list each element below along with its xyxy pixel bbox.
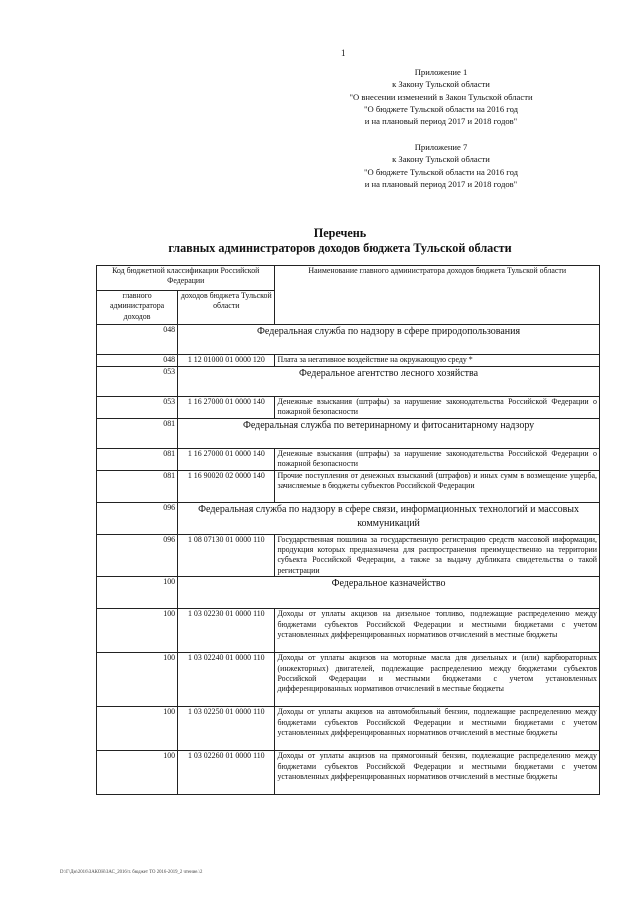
income-row — [97, 534, 600, 577]
admin-code-cell: 053 — [97, 367, 178, 397]
annex-7-line: "О бюджете Тульской области на 2016 год — [364, 166, 518, 177]
income-code-cell: 1 03 02260 01 0000 110 — [178, 751, 275, 795]
admin-code-cell: 100 — [97, 751, 178, 795]
income-row — [97, 470, 600, 502]
admin-code-cell: 048 — [97, 355, 178, 367]
income-code-cell: 1 03 02230 01 0000 110 — [178, 609, 275, 653]
administrators-table — [96, 265, 600, 795]
income-row — [97, 751, 600, 795]
income-code-cell: 1 16 27000 01 0000 140 — [178, 448, 275, 470]
income-row — [97, 707, 600, 751]
income-name-cell: Доходы от уплаты акцизов на автомобильный бензин, подлежащие распределению между бюджетами субъектов Российской Федерации и местными бюджетами с учетом установленных дифференцированных нормативов отчислений в местные бюджеты — [275, 707, 600, 751]
admin-code-cell: 048 — [97, 325, 178, 355]
income-name-cell: Государственная пошлина за государственную регистрацию средств массовой информации, продукция которых предназначена для распространения преимущественно на территории субъекта Российской Федерации, а также за выдачу дубликата свидетельства о такой регистрации — [275, 534, 600, 577]
header-name-col: Наименование главного администратора доходов бюджета Тульской области — [275, 266, 600, 325]
agency-name-cell: Федеральная служба по надзору в сфере связи, информационных технологий и массовых коммуникаций — [178, 502, 600, 534]
annex-7-line: и на плановый период 2017 и 2018 годов" — [364, 178, 518, 189]
income-row — [97, 448, 600, 470]
income-name-cell: Денежные взыскания (штрафы) за нарушение законодательства Российской Федерации о пожарной безопасности — [275, 397, 600, 419]
admin-code-cell: 096 — [97, 502, 178, 534]
annex-1-line: и на плановый период 2017 и 2018 годов" — [364, 116, 518, 127]
annex-7-block — [346, 141, 536, 190]
admin-code-cell: 100 — [97, 609, 178, 653]
admin-code-cell: 096 — [97, 534, 178, 577]
admin-code-cell: 081 — [97, 448, 178, 470]
income-name-cell: Прочие поступления от денежных взысканий (штрафов) и иных сумм в возмещение ущерба, зачисляемые в бюджеты субъектов Российской Федерации — [275, 470, 600, 502]
document-subtitle: главных администраторов доходов бюджета Тульской области — [168, 241, 512, 255]
admin-code-cell: 100 — [97, 707, 178, 751]
income-name-cell: Плата за негативное воздействие на окружающую среду * — [275, 355, 600, 367]
income-name-cell: Доходы от уплаты акцизов на прямогонный бензин, подлежащие распределению между бюджетами субъектов Российской Федерации и местными бюджетами с учетом установленных дифференцированных нормативов отчислений в местные бюджеты — [275, 751, 600, 795]
annex-1-line: к Закону Тульской области — [392, 79, 490, 90]
income-code-cell: 1 12 01000 01 0000 120 — [178, 355, 275, 367]
agency-row — [97, 502, 600, 534]
income-name-cell: Доходы от уплаты акцизов на дизельное топливо, подлежащие распределению между бюджетами субъектов Российской Федерации и местными бюджетами с учетом установленных дифференцированных нормативов отчислений в местные бюджеты — [275, 609, 600, 653]
admin-code-cell: 053 — [97, 397, 178, 419]
income-row — [97, 355, 600, 367]
file-path-footer: D:\Г\Дм\2016\ЗАКОН\ЗАС_2016\т. бюджет ТО 2016-2019_2 чтение.\2 — [60, 870, 203, 875]
admin-code-cell: 100 — [97, 653, 178, 707]
agency-name-cell: Федеральное агентство лесного хозяйства — [178, 367, 600, 397]
income-row — [97, 609, 600, 653]
agency-row — [97, 577, 600, 609]
annex-1-line: Приложение 1 — [414, 67, 468, 77]
income-code-cell: 1 08 07130 01 0000 110 — [178, 534, 275, 577]
admin-code-cell: 100 — [97, 577, 178, 609]
admin-code-cell: 081 — [97, 418, 178, 448]
income-code-cell: 1 03 02240 01 0000 110 — [178, 653, 275, 707]
income-row — [97, 397, 600, 419]
page-number: 1 — [341, 48, 346, 58]
income-code-cell: 1 16 27000 01 0000 140 — [178, 397, 275, 419]
agency-name-cell: Федеральная служба по надзору в сфере природопользования — [178, 325, 600, 355]
income-name-cell: Доходы от уплаты акцизов на моторные масла для дизельных и (или) карбюраторных (инжекторных) двигателей, подлежащие распределению между бюджетами субъектов Российской Федерации и местными бюджетами с учетом установленных дифференцированных нормативов отчислений в местные бюджеты — [275, 653, 600, 707]
document-title: Перечень — [313, 226, 367, 240]
agency-row — [97, 325, 600, 355]
annex-7-line: к Закону Тульской области — [392, 154, 490, 165]
header-income-col: доходов бюджета Тульской области — [178, 291, 275, 325]
income-row — [97, 653, 600, 707]
annex-1-line: "О внесении изменений в Закон Тульской области — [349, 91, 533, 102]
annex-7-line: Приложение 7 — [414, 142, 468, 152]
admin-code-cell: 081 — [97, 470, 178, 502]
header-admin-col: главного администратора доходов — [97, 291, 178, 325]
agency-name-cell: Федеральная служба по ветеринарному и фитосанитарному надзору — [178, 418, 600, 448]
income-name-cell: Денежные взыскания (штрафы) за нарушение законодательства Российской Федерации о пожарной безопасности — [275, 448, 600, 470]
agency-name-cell: Федеральное казначейство — [178, 577, 600, 609]
income-code-cell: 1 16 90020 02 0000 140 — [178, 470, 275, 502]
table-header-row — [97, 266, 600, 291]
agency-row — [97, 367, 600, 397]
agency-row — [97, 418, 600, 448]
annex-1-line: "О бюджете Тульской области на 2016 год — [364, 103, 518, 114]
annex-1-block — [346, 66, 536, 127]
income-code-cell: 1 03 02250 01 0000 110 — [178, 707, 275, 751]
header-code-group: Код бюджетной классификации Российской Федерации — [97, 266, 275, 291]
